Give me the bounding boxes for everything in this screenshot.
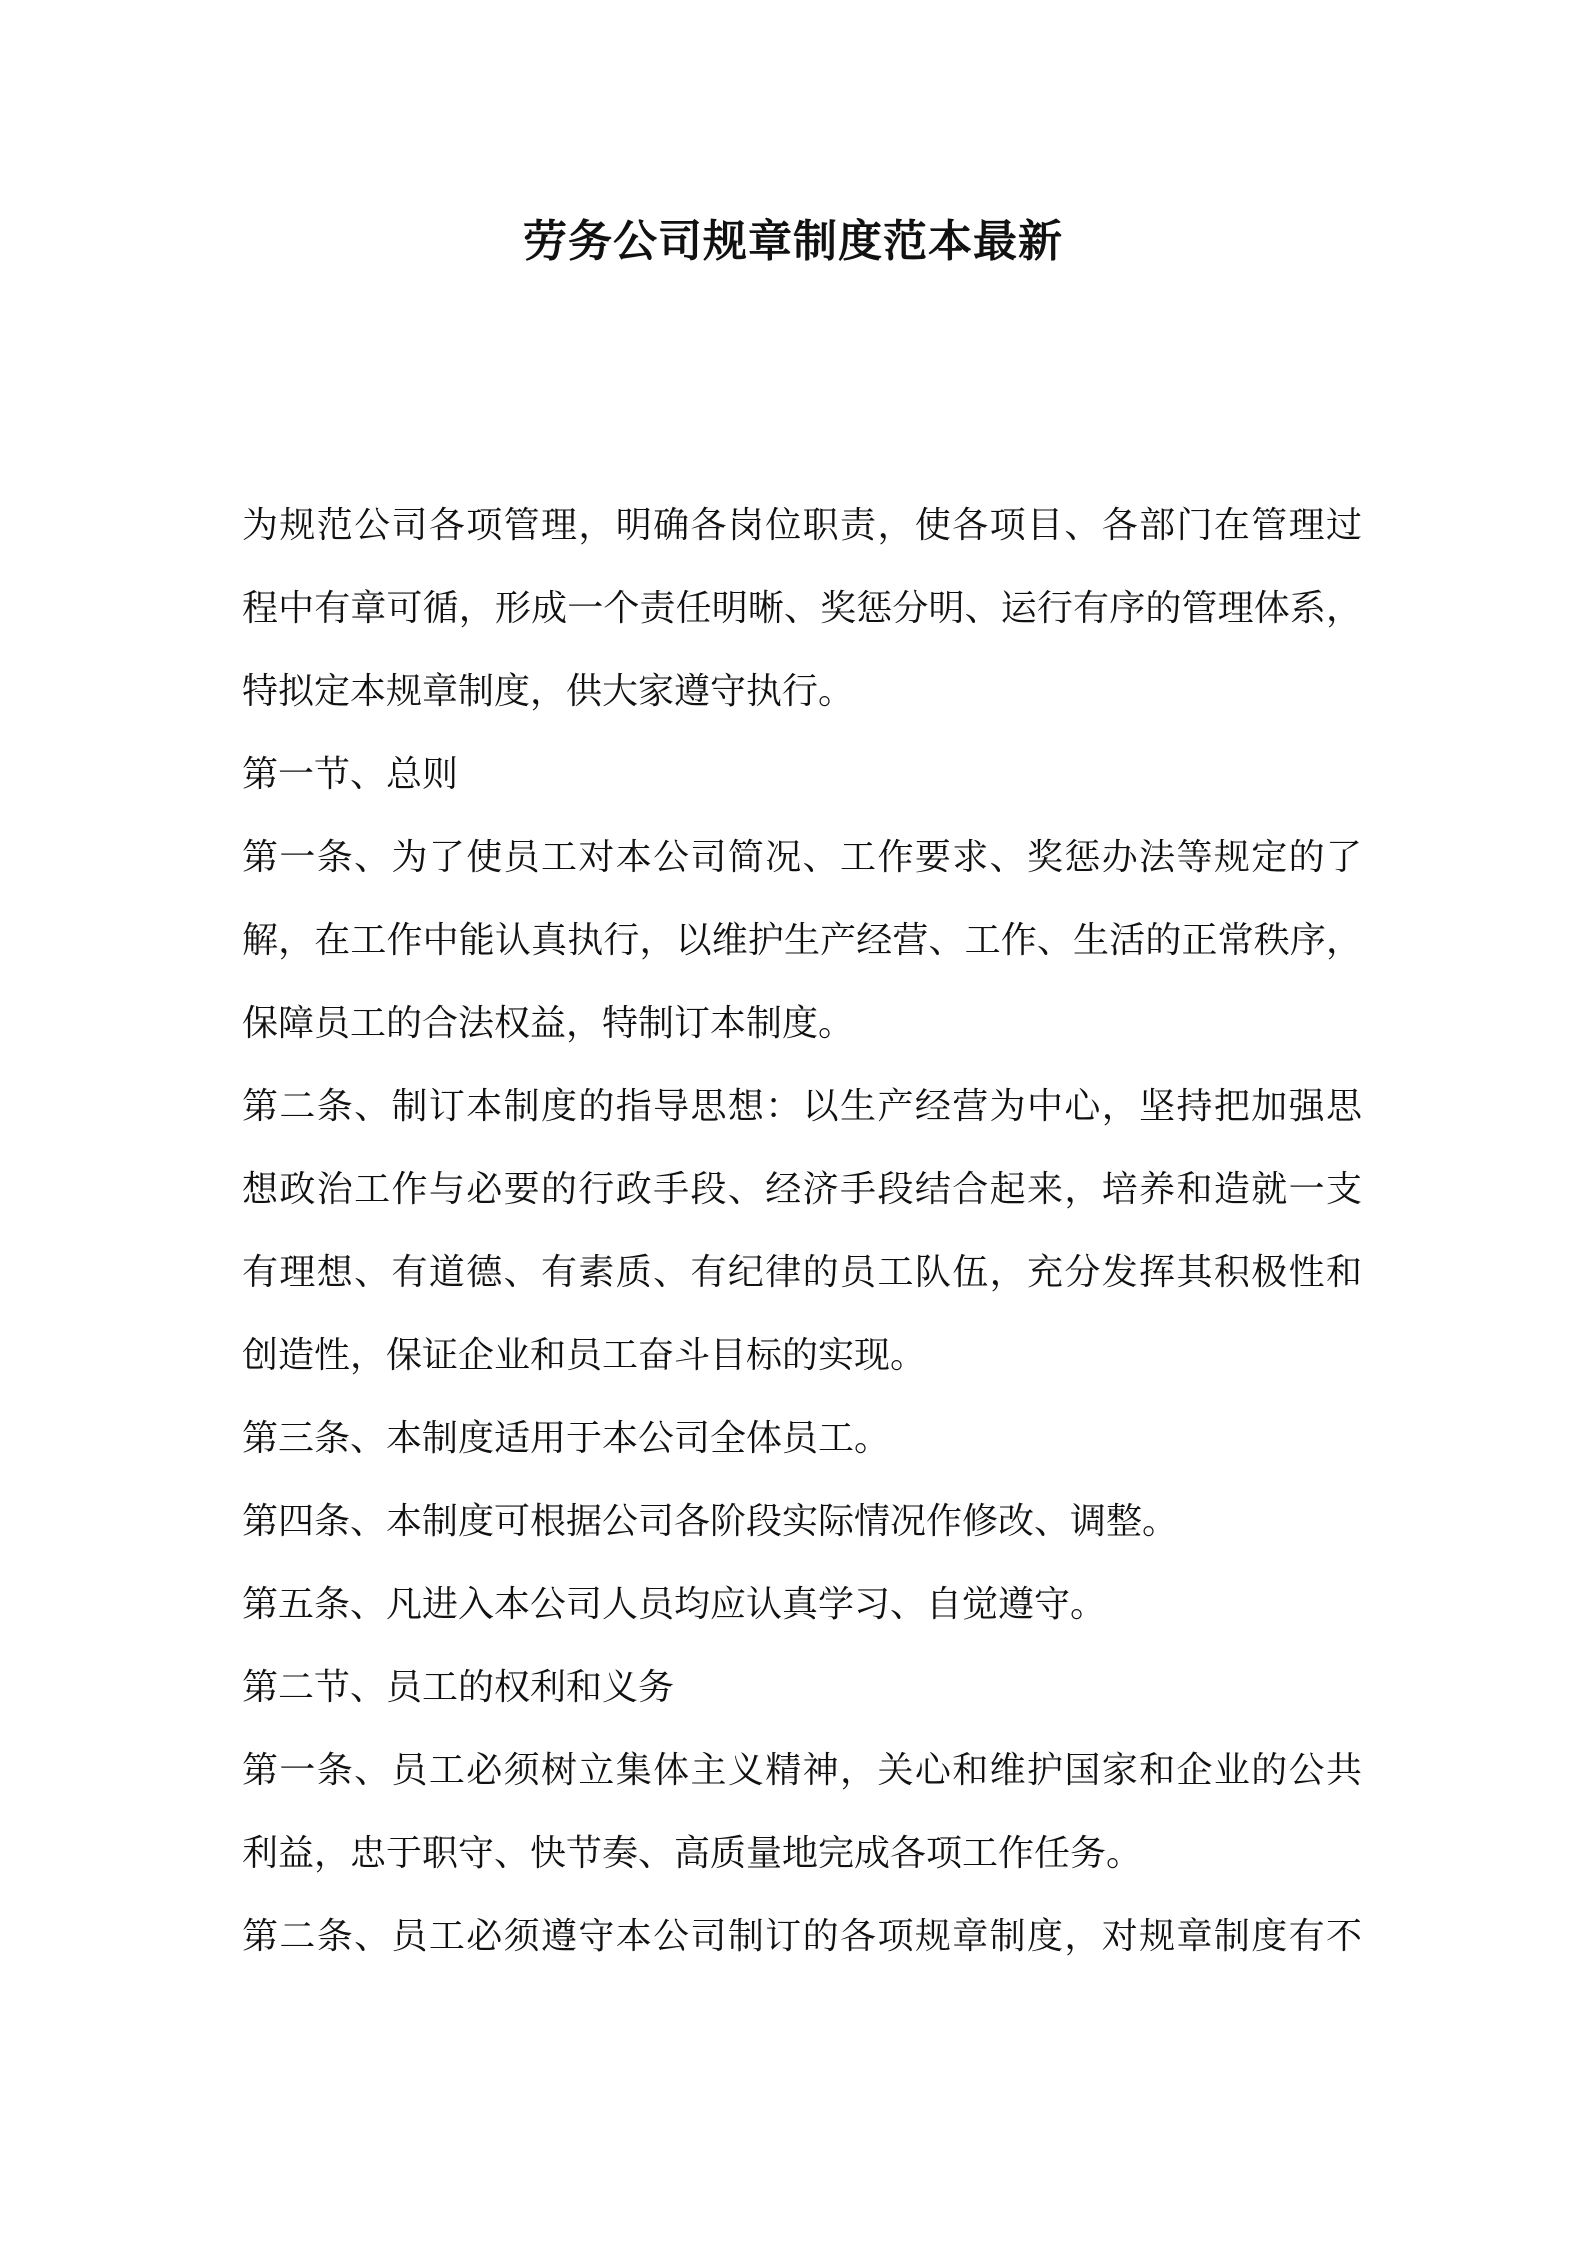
paragraph-line: 利益，忠于职守、快节奏、高质量地完成各项工作任务。 — [242, 1833, 1143, 1874]
section-heading: 第二节、员工的权利和义务 — [242, 1667, 675, 1708]
paragraph-line: 解，在工作中能认真执行，以维护生产经营、工作、生活的正常秩序， — [242, 920, 1362, 961]
section-heading: 第一节、总则 — [242, 754, 459, 795]
paragraph-line: 为规范公司各项管理，明确各岗位职责，使各项目、各部门在管理过 — [242, 505, 1362, 546]
paragraph-line: 第一条、为了使员工对本公司简况、工作要求、奖惩办法等规定的了 — [242, 837, 1362, 878]
paragraph-line: 第五条、凡进入本公司人员均应认真学习、自觉遵守。 — [242, 1584, 1107, 1625]
document-body — [242, 484, 1362, 1978]
paragraph-line: 创造性，保证企业和员工奋斗目标的实现。 — [242, 1335, 927, 1376]
paragraph-line: 有理想、有道德、有素质、有纪律的员工队伍，充分发挥其积极性和 — [242, 1252, 1362, 1293]
paragraph-line: 第三条、本制度适用于本公司全体员工。 — [242, 1418, 891, 1459]
document-title: 劳务公司规章制度范本最新 — [523, 216, 1063, 267]
paragraph-line: 第二条、员工必须遵守本公司制订的各项规章制度，对规章制度有不 — [242, 1916, 1362, 1957]
paragraph-line: 想政治工作与必要的行政手段、经济手段结合起来，培养和造就一支 — [242, 1169, 1362, 1210]
paragraph-line: 第四条、本制度可根据公司各阶段实际情况作修改、调整。 — [242, 1501, 1179, 1542]
paragraph-line: 程中有章可循，形成一个责任明晰、奖惩分明、运行有序的管理体系， — [242, 588, 1362, 629]
paragraph-line: 特拟定本规章制度，供大家遵守执行。 — [242, 671, 855, 712]
paragraph-line: 第一条、员工必须树立集体主义精神，关心和维护国家和企业的公共 — [242, 1750, 1362, 1791]
paragraph-line: 保障员工的合法权益，特制订本制度。 — [242, 1003, 855, 1044]
paragraph-line: 第二条、制订本制度的指导思想：以生产经营为中心，坚持把加强思 — [242, 1086, 1362, 1127]
